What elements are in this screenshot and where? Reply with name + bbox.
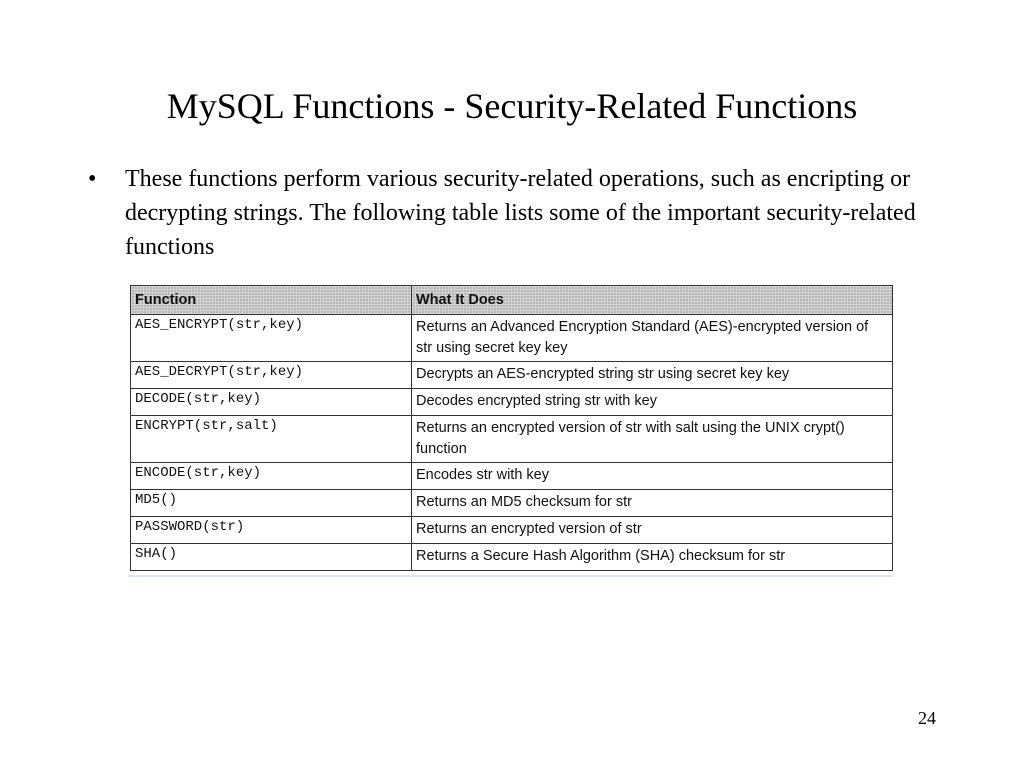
bullet-item	[88, 162, 928, 264]
function-cell: MD5()	[131, 490, 412, 517]
description-cell: Encodes str with key	[412, 463, 893, 490]
function-cell: ENCODE(str,key)	[131, 463, 412, 490]
description-cell: Decodes encrypted string str with key	[412, 389, 893, 416]
description-cell: Returns an Advanced Encryption Standard (AES)-encrypted version of str using secret key key	[412, 315, 893, 362]
description-cell: Returns an MD5 checksum for str	[412, 490, 893, 517]
bullet-marker: •	[88, 166, 97, 192]
table-row	[131, 517, 893, 544]
table-header-row	[131, 286, 893, 315]
description-cell: Returns a Secure Hash Algorithm (SHA) checksum for str	[412, 544, 893, 571]
table-row	[131, 315, 893, 362]
functions-table-image	[128, 285, 893, 577]
function-cell: DECODE(str,key)	[131, 389, 412, 416]
functions-table	[130, 285, 893, 571]
table-row	[131, 416, 893, 463]
header-what-it-does: What It Does	[412, 286, 893, 315]
table-row	[131, 463, 893, 490]
description-cell: Returns an encrypted version of str	[412, 517, 893, 544]
slide-number: 24	[918, 708, 936, 728]
function-cell: AES_ENCRYPT(str,key)	[131, 315, 412, 362]
slide-title: MySQL Functions - Security-Related Functions	[166, 86, 858, 126]
description-cell: Returns an encrypted version of str with salt using the UNIX crypt() function	[412, 416, 893, 463]
function-cell: SHA()	[131, 544, 412, 571]
table-row	[131, 362, 893, 389]
description-cell: Decrypts an AES-encrypted string str using secret key key	[412, 362, 893, 389]
function-cell: AES_DECRYPT(str,key)	[131, 362, 412, 389]
function-cell: PASSWORD(str)	[131, 517, 412, 544]
header-function: Function	[131, 286, 412, 315]
table-row	[131, 389, 893, 416]
table-row	[131, 544, 893, 571]
bullet-text: These functions perform various security-related operations, such as encripting or decrypting strings. The following table lists some of the important security-related functions	[125, 166, 916, 260]
table-row	[131, 490, 893, 517]
function-cell: ENCRYPT(str,salt)	[131, 416, 412, 463]
